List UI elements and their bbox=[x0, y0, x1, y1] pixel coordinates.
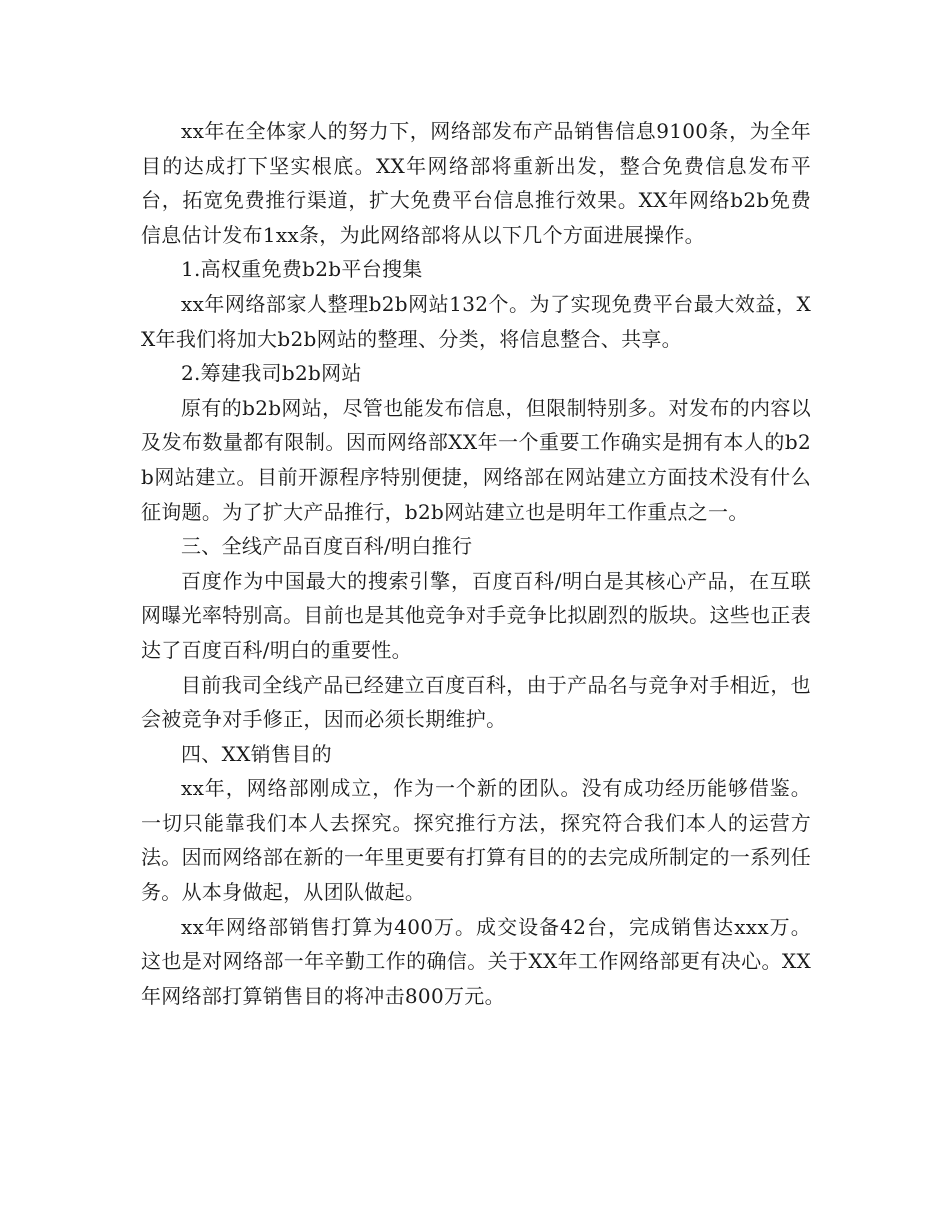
paragraph-intro: xx年在全体家人的努力下，网络部发布产品销售信息9100条，为全年目的达成打下坚实根底。XX年网络部将重新出发，整合免费信息发布平台，拓宽免费推行渠道，扩大免费平台信息推行效果。XX年网络b2b免费信息估计发布1xx条，为此网络部将从以下几个方面进展操作。 bbox=[141, 119, 811, 247]
paragraph-team: xx年，网络部刚成立，作为一个新的团队。没有成功经历能够借鉴。一切只能靠我们本人去探究。探究推行方法，探究符合我们本人的运营方法。因而网络部在新的一年里更要有打算有目的的去完成所制定的一系列任务。从本身做起，从团队做起。 bbox=[141, 776, 811, 905]
heading-sales-target: 四、XX销售目的 bbox=[181, 741, 332, 766]
heading-b2b-platform-collection: 1.高权重免费b2b平台搜集 bbox=[181, 257, 423, 282]
paragraph-b2b-sites: xx年网络部家人整理b2b网站132个。为了实现免费平台最大效益，XX年我们将加大b2b网站的整理、分类，将信息整合、共享。 bbox=[141, 291, 811, 351]
paragraph-baidu-intro: 百度作为中国最大的搜索引擎，百度百科/明白是其核心产品，在互联网曝光率特别高。目前也是其他竞争对手竞争比拟剧烈的版块。这些也正表达了百度百科/明白的重要性。 bbox=[141, 568, 811, 662]
heading-build-b2b-site: 2.筹建我司b2b网站 bbox=[181, 361, 362, 386]
paragraph-build-b2b-site: 原有的b2b网站，尽管也能发布信息，但限制特别多。对发布的内容以及发布数量都有限制。因而网络部XX年一个重要工作确实是拥有本人的b2b网站建立。目前开源程序特别便捷，网络部在网站建立方面技术没有什么征询题。为了扩大产品推行，b2b网站建立也是明年工作重点之一。 bbox=[141, 395, 811, 524]
paragraph-baidu-maintenance: 目前我司全线产品已经建立百度百科，由于产品名与竞争对手相近，也会被竞争对手修正，因而必须长期维护。 bbox=[141, 672, 811, 732]
paragraph-sales-plan: xx年网络部销售打算为400万。成交设备42台，完成销售达xxx万。这也是对网络部一年辛勤工作的确信。关于XX年工作网络部更有决心。XX年网络部打算销售目的将冲击800万元。 bbox=[141, 914, 811, 1008]
document-body bbox=[141, 114, 811, 1013]
heading-baidu-baike: 三、全线产品百度百科/明白推行 bbox=[181, 534, 473, 559]
